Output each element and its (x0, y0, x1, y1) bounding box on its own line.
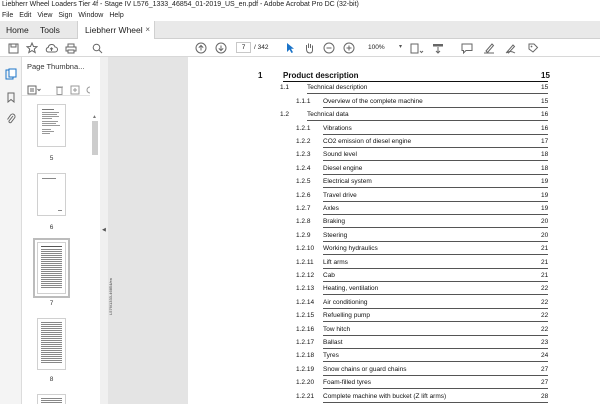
zoom-dropdown[interactable] (368, 42, 402, 53)
toc-title: Lift arms (323, 258, 348, 266)
thumbnail-page-8[interactable] (37, 318, 66, 370)
toc-number: 1.2.18 (296, 352, 315, 360)
select-cursor-icon[interactable] (284, 40, 296, 56)
toc-number: 1.2.19 (296, 365, 315, 373)
scroll-mode-icon[interactable] (430, 40, 446, 56)
toc-page-number: 28 (541, 392, 549, 400)
toc-entry[interactable] (188, 84, 568, 96)
toc-entry[interactable] (188, 393, 568, 404)
toc-entry[interactable] (188, 205, 568, 217)
toc-entry[interactable] (188, 366, 568, 378)
toc-underline (323, 335, 548, 336)
toc-page-number: 15 (541, 71, 550, 80)
thumbnail-page-9[interactable] (37, 394, 66, 404)
menu-window[interactable]: Window (78, 12, 104, 19)
toc-page-number: 16 (541, 111, 549, 119)
toc-page-number: 19 (541, 205, 549, 212)
toc-page-number: 15 (541, 97, 549, 105)
toc-page-number: 20 (541, 231, 549, 239)
page-total: / 342 (254, 44, 269, 51)
toc-entry[interactable] (188, 151, 568, 163)
toc-entry[interactable] (188, 165, 568, 177)
tab-tools[interactable]: Tools (40, 25, 60, 35)
toc-entry[interactable] (188, 71, 568, 83)
toc-number: 1.2 (280, 111, 290, 119)
toc-entry[interactable] (188, 245, 568, 257)
scroll-up-icon[interactable]: ▲ (92, 114, 97, 120)
toc-underline (323, 388, 548, 389)
thumbnail-label: 8 (49, 376, 54, 383)
toc-page-number: 15 (541, 84, 549, 92)
toc-title: Axles (323, 205, 339, 212)
toc-title: Working hydraulics (323, 245, 378, 253)
hand-tool-icon[interactable] (302, 40, 316, 56)
toc-title: Technical data (307, 111, 349, 119)
panel-toolbar (22, 79, 100, 96)
toc-number: 1.2.6 (296, 191, 311, 199)
toc-number: 1.1.1 (296, 97, 311, 105)
toc-number: 1.2.21 (296, 392, 315, 400)
toc-title: Braking (323, 218, 346, 226)
scrollbar-thumb[interactable] (92, 121, 98, 155)
toc-underline (323, 241, 548, 242)
toc-underline (307, 93, 548, 94)
toc-title: Product description (283, 71, 359, 80)
zoom-in-icon[interactable] (342, 40, 356, 56)
toc-title: Air conditioning (323, 298, 368, 306)
toc-title: Cab (323, 272, 335, 279)
toc-entry[interactable] (188, 259, 568, 271)
menu-edit[interactable]: Edit (19, 12, 32, 19)
toc-underline (307, 120, 548, 121)
toc-page-number: 19 (541, 178, 549, 186)
page-thumbnails-panel (22, 57, 100, 404)
toc-page-number: 22 (541, 298, 549, 306)
thumbnail-list (22, 97, 100, 404)
bookmarks-icon[interactable] (6, 90, 16, 108)
attachments-icon[interactable] (6, 112, 16, 130)
toc-title: Complete machine with bucket (Z lift arms) (323, 392, 447, 400)
toc-underline (323, 402, 548, 403)
document-side-code: L576/1333-46854/en (108, 278, 113, 315)
toc-underline (323, 174, 548, 175)
toc-underline (323, 268, 548, 269)
toc-underline (323, 308, 548, 309)
toc-underline (323, 201, 548, 202)
toc-entry[interactable] (188, 272, 568, 284)
toc-page-number: 19 (541, 191, 549, 199)
toc-page-number: 27 (541, 379, 549, 387)
toc-underline (323, 348, 548, 349)
thumbnail-label: 6 (49, 224, 54, 231)
toc-page-number: 21 (541, 245, 549, 253)
toc-number: 1.2.4 (296, 164, 311, 172)
toc-entry[interactable] (188, 218, 568, 230)
toolbar (0, 39, 600, 57)
toc-page-number: 20 (541, 218, 549, 226)
toc-page-number: 22 (541, 325, 549, 333)
panel-splitter[interactable] (100, 57, 108, 404)
toc-title: Travel drive (323, 191, 357, 199)
toc-page-number: 27 (541, 365, 549, 373)
toc-entry[interactable] (188, 111, 568, 123)
toc-entry[interactable] (188, 178, 568, 190)
toc-title: Vibrations (323, 124, 352, 132)
toc-entry[interactable] (188, 138, 568, 150)
toc-title: Ballast (323, 339, 343, 346)
toc-entry[interactable] (188, 352, 568, 364)
toc-underline (323, 214, 548, 215)
collapse-panel-icon[interactable]: ◀ (102, 227, 106, 233)
document-viewer[interactable] (108, 57, 600, 404)
save-icon[interactable] (6, 40, 20, 56)
toc-entry[interactable] (188, 232, 568, 244)
close-tab-icon[interactable]: × (145, 25, 150, 34)
zoom-out-icon[interactable] (322, 40, 336, 56)
toc-number: 1.2.2 (296, 138, 311, 145)
left-nav-rail (0, 57, 22, 404)
thumbnail-label: 5 (49, 155, 54, 162)
toc-number: 1.2.15 (296, 312, 315, 320)
toc-entry[interactable] (188, 98, 568, 110)
toc-title: Refuelling pump (323, 312, 370, 320)
print-icon[interactable] (64, 40, 78, 56)
toc-underline (323, 294, 548, 295)
toc-page-number: 17 (541, 138, 549, 145)
chevron-down-icon: ▾ (398, 44, 402, 50)
toc-number: 1.2.11 (296, 258, 314, 266)
toc-number: 1.2.5 (296, 178, 311, 186)
toc-title: Steering (323, 231, 348, 239)
menu-bar (0, 10, 600, 21)
toc-number: 1.2.1 (296, 124, 311, 132)
toc-entry[interactable] (188, 339, 568, 351)
toc-number: 1.1 (280, 84, 290, 92)
toc-title: Heating, ventilation (323, 285, 379, 293)
previous-page-icon[interactable] (194, 40, 208, 56)
toc-number: 1.2.8 (296, 218, 311, 226)
highlight-pen-icon[interactable] (482, 40, 496, 56)
toc-number: 1.2.12 (296, 272, 315, 279)
toc-underline (323, 160, 548, 161)
toc-underline (323, 321, 548, 322)
toc-number: 1.2.10 (296, 245, 315, 253)
thumbnail-page-7[interactable] (37, 242, 66, 294)
toc-underline (323, 281, 548, 282)
toc-underline (323, 227, 548, 228)
page-number-input[interactable]: 7 (236, 42, 251, 53)
toc-page-number: 23 (541, 339, 549, 346)
toc-title: Electrical system (323, 178, 372, 186)
tab-document-label: Liebherr Wheel (85, 25, 143, 35)
toc-entry[interactable] (188, 326, 568, 338)
toc-entry[interactable] (188, 285, 568, 297)
menu-view[interactable]: View (37, 12, 53, 19)
toc-entry[interactable] (188, 299, 568, 311)
toc-title: Overview of the complete machine (323, 97, 423, 105)
menu-help[interactable]: Help (109, 12, 124, 19)
pdf-page (188, 57, 600, 404)
toc-number: 1.2.20 (296, 379, 315, 387)
toc-underline (323, 147, 548, 148)
page-thumbnails-icon[interactable] (5, 67, 17, 85)
toc-page-number: 21 (541, 258, 549, 266)
zoom-value: 100% (368, 44, 385, 51)
toc-entry[interactable] (188, 125, 568, 137)
toc-underline (323, 134, 548, 135)
tab-document[interactable] (77, 21, 155, 39)
thumbnail-scrollbar[interactable] (90, 57, 100, 404)
toc-number: 1.2.3 (296, 151, 311, 159)
toc-underline (323, 254, 548, 255)
toc-title: Tyres (323, 352, 339, 360)
toc-page-number: 22 (541, 285, 549, 293)
toc-title: Tow hitch (323, 325, 351, 333)
tab-home[interactable]: Home (6, 25, 29, 35)
toc-underline (323, 361, 548, 362)
comment-icon[interactable] (460, 40, 474, 56)
search-icon[interactable] (90, 40, 104, 56)
toc-title: Snow chains or guard chains (323, 365, 407, 373)
toc-underline (323, 187, 548, 188)
menu-sign[interactable]: Sign (58, 12, 73, 19)
share-icon[interactable] (526, 40, 540, 56)
page-fit-icon[interactable] (408, 40, 426, 56)
toc-title: CO2 emission of diesel engine (323, 138, 412, 145)
panel-title: Page Thumbna... (27, 62, 85, 71)
toc-page-number: 18 (541, 151, 549, 159)
toc-number: 1 (258, 71, 263, 80)
toc-underline (283, 81, 548, 82)
toc-number: 1.2.14 (296, 298, 315, 306)
toc-entry[interactable] (188, 192, 568, 204)
toc-title: Sound level (323, 151, 357, 159)
toc-number: 1.2.7 (296, 205, 311, 212)
sign-icon[interactable] (504, 40, 518, 56)
next-page-icon[interactable] (214, 40, 228, 56)
toc-title: Technical description (307, 84, 368, 92)
toc-underline (323, 375, 548, 376)
tab-bar (0, 21, 600, 39)
toc-entry[interactable] (188, 379, 568, 391)
window-title: Liebherr Wheel Loaders Tier 4f - Stage IV L576_1333_46854_01-2019_US_en.pdf - Adobe Acrobat Pro DC (32-bit) (0, 0, 600, 10)
toc-page-number: 21 (541, 272, 549, 279)
toc-title: Foam-filled tyres (323, 379, 372, 387)
thumbnail-label: 7 (49, 300, 54, 307)
thumbnail-page-5[interactable] (37, 104, 66, 147)
thumbnail-page-6[interactable] (37, 173, 66, 216)
toc-entry[interactable] (188, 312, 568, 324)
toc-page-number: 24 (541, 352, 549, 360)
toc-number: 1.2.16 (296, 325, 315, 333)
toc-page-number: 22 (541, 312, 549, 320)
toc-number: 1.2.9 (296, 231, 311, 239)
toc-number: 1.2.13 (296, 285, 315, 293)
bookmark-star-icon[interactable] (25, 40, 39, 56)
toc-page-number: 16 (541, 124, 549, 132)
toc-page-number: 18 (541, 164, 549, 172)
upload-cloud-icon[interactable] (44, 40, 58, 56)
toc-number: 1.2.17 (296, 339, 315, 346)
toc-title: Diesel engine (323, 164, 363, 172)
menu-file[interactable]: File (2, 12, 14, 19)
toc-underline (323, 107, 548, 108)
